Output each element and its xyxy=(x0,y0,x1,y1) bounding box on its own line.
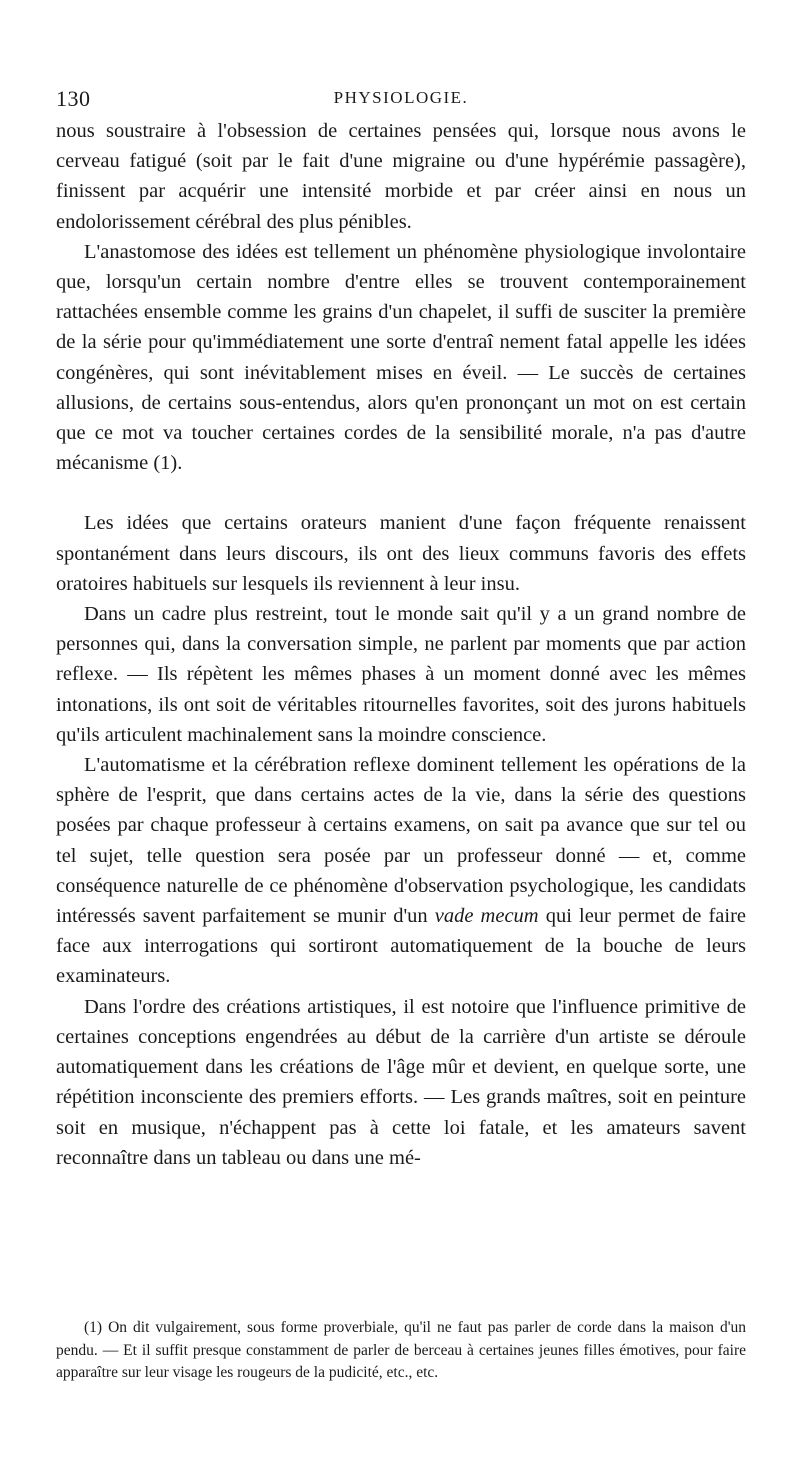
paragraph-5-text-after: qui leur permet de faire face aux interrogations qui sortiront automatiquement de la bouche de leurs examinateurs. xyxy=(56,905,746,988)
running-head: PHYSIOLOGIE. xyxy=(333,88,469,107)
page-header xyxy=(56,86,746,112)
footnotes xyxy=(56,1317,746,1385)
paragraph-4: Dans un cadre plus restreint, tout le monde sait qu'il y a un grand nombre de personnes qui, dans la conversation simple, ne parlent par moments que par action reflexe. — Ils répètent les mêmes phases à un moment donné avec les mêmes intonations, ils ont soit de véritables ritournelles favorites, soit des jurons habituels qu'ils articulent machinalement sans la moindre conscience. xyxy=(56,603,746,746)
paragraph-6: Dans l'ordre des créations artistiques, il est notoire que l'influence primitive de certaines conceptions engendrées au début de la carrière d'un artiste se déroule automatiquement dans les créations de l'âge mûr et devient, en quelque sorte, une répétition inconsciente des premiers efforts. — Les grands maîtres, soit en peinture soit en musique, n'échappent pas à cette loi fatale, et les amateurs savent reconnaître dans un tableau ou dans une mé- xyxy=(56,995,746,1169)
body-text xyxy=(56,116,746,1173)
page-number: 130 xyxy=(56,86,91,111)
paragraph-3: Les idées que certains orateurs manient d'une façon fréquente renaissent spontanément dans leurs discours, ils ont des lieux communs favoris des effets oratoires habituels sur lesquels ils reviennent à leur insu. xyxy=(56,512,746,595)
paragraph-5-italic-term: vade mecum xyxy=(434,905,539,928)
footnote-1: (1) On dit vulgairement, sous forme proverbiale, qu'il ne faut pas parler de corde dans la maison d'un pendu. — Et il suffit presque constamment de parler de berceau à certaines jeunes filles émotives, pour faire apparaître sur leur visage les rougeurs de la pudicité, etc., etc. xyxy=(56,1319,746,1381)
paragraph-5-text-before: L'automatisme et la cérébration reflexe dominent tellement les opérations de la sphère de l'esprit, que dans certains actes de la vie, dans la série des questions posées par chaque professeur à certains examens, on sait pa avance que sur tel ou tel sujet, telle question sera posée par un professeur donné — et, comme conséquence naturelle de ce phénomène d'observation psychologique, les candidats intéressés savent parfaitement se munir d'un xyxy=(56,754,746,928)
paragraph-2: L'anastomose des idées est tellement un phénomène physiologique involontaire que, lorsqu'un certain nombre d'entre elles se trouvent contemporainement rattachées ensemble comme les grains d'un chapelet, il suffi de susciter la première de la série pour qu'immédiatement une sorte d'entraî nement fatal appelle les idées congénères, qui sont inévitablement mises en éveil. — Le succès de certaines allusions, de certains sous-entendus, alors qu'en prononçant un mot on est certain que ce mot va toucher certaines cordes de la sensibilité morale, n'a pas d'autre mécanisme (1). xyxy=(56,240,746,475)
paragraph-5 xyxy=(56,750,746,992)
paragraph-1: nous soustraire à l'obsession de certaines pensées qui, lorsque nous avons le cerveau fatigué (soit par le fait d'une migraine ou d'une hypérémie passagère), finissent par acquérir une intensité morbide et par créer ainsi en nous un endolorissement cérébral des plus pénibles. xyxy=(56,120,746,233)
